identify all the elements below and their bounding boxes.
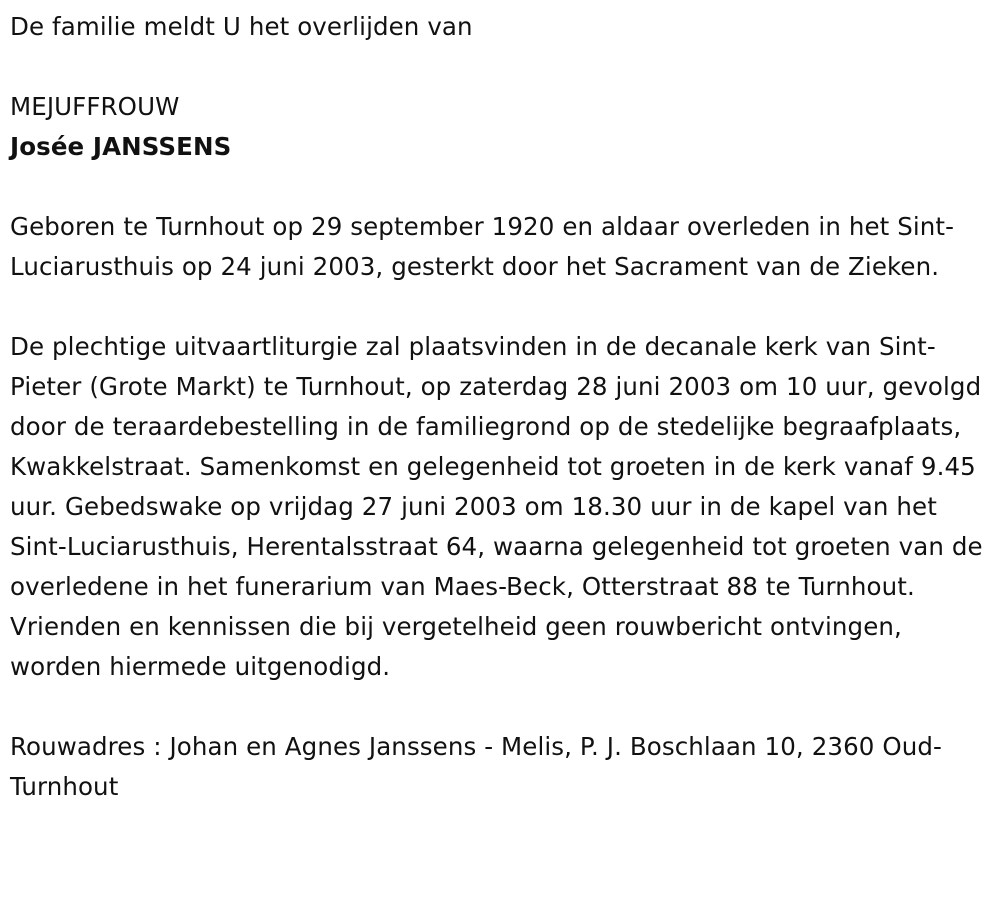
birth-death-paragraph: Geboren te Turnhout op 29 september 1920 en aldaar overleden in het Sint-Luciarusthuis op 24 juni 2003, gesterkt door het Sacrament van de Zieken. xyxy=(10,212,955,281)
honorific-title: MEJUFFROUW xyxy=(10,92,180,121)
spacer xyxy=(10,687,995,727)
spacer xyxy=(10,167,995,207)
spacer xyxy=(10,47,995,87)
deceased-name: Josée JANSSENS xyxy=(10,132,232,161)
mourning-address: Rouwadres : Johan en Agnes Janssens - Melis, P. J. Boschlaan 10, 2360 Oud-Turnhout xyxy=(10,732,942,801)
ceremony-paragraph: De plechtige uitvaartliturgie zal plaatsvinden in de decanale kerk van Sint-Pieter (Grote Markt) te Turnhout, op zaterdag 28 juni 2003 om 10 uur, gevolgd door de teraardebestelling in de familiegrond op de stedelijke begraafplaats, Kwakkelstraat. Samenkomst en gelegenheid tot groeten in de kerk vanaf 9.45 uur. Gebedswake op vrijdag 27 juni 2003 om 18.30 uur in de kapel van het Sint-Luciarusthuis, Herentalsstraat 64, waarna gelegenheid tot groeten van de overledene in het funerarium van Maes-Beck, Otterstraat 88 te Turnhout. Vrienden en kennissen die bij vergetelheid geen rouwbericht ontvingen, worden hiermede uitgenodigd. xyxy=(10,332,983,681)
obituary-notice xyxy=(10,7,995,807)
spacer xyxy=(10,287,995,327)
intro-line: De familie meldt U het overlijden van xyxy=(10,12,473,41)
